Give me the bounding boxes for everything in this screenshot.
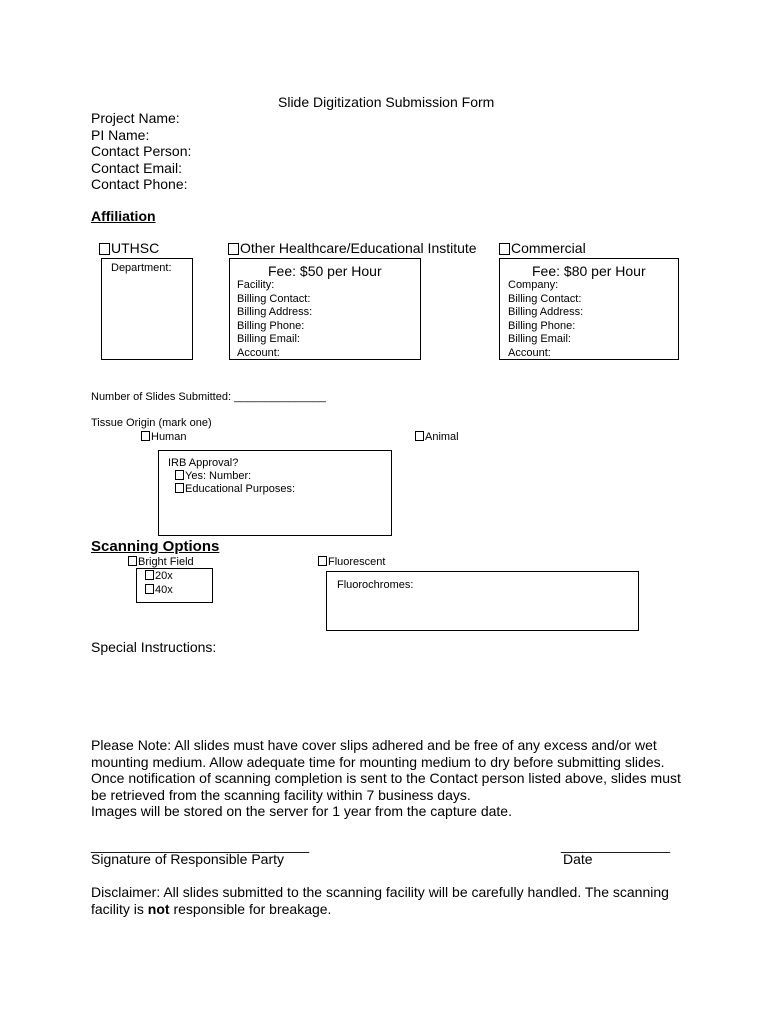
irb-educational-label: Educational Purposes: (185, 483, 296, 495)
mag-20-option[interactable] (145, 570, 173, 583)
irb-yes-label: Yes: Number: (185, 470, 252, 482)
form-title: Slide Digitization Submission Form (278, 94, 495, 110)
bright-field-label: Bright Field (138, 556, 194, 568)
billing-email-label: Billing Email: (237, 333, 300, 345)
note-line: Please Note: All slides must have cover slips adhered and be free of any excess and/or wet (91, 737, 657, 753)
mag-20-label: 20x (155, 570, 173, 582)
disclaimer-text: Disclaimer: All slides submitted to the scanning facility will be carefully handled. The scanning facility is (91, 884, 669, 917)
commercial-label: Commercial (511, 240, 586, 256)
commercial-billing-fields (508, 279, 583, 360)
date-line: ______________ (561, 837, 671, 853)
signature-label: Signature of Responsible Party (91, 851, 284, 867)
mag-20-checkbox[interactable] (145, 570, 154, 580)
billing-address-label: Billing Address: (237, 306, 313, 318)
magnification-box (136, 568, 213, 603)
irb-yes-option[interactable] (175, 470, 251, 483)
mag-40-option[interactable] (145, 584, 173, 597)
pi-name-label: PI Name: (91, 126, 150, 143)
fluorescent-checkbox[interactable] (318, 556, 327, 566)
other-institute-label: Other Healthcare/Educational Institute (240, 240, 477, 256)
note-line: Once notification of scanning completion is sent to the Contact person listed above, slides must (91, 770, 681, 786)
uthsc-label: UTHSC (111, 240, 160, 256)
other-institute-box (229, 258, 421, 360)
billing-phone-label: Billing Phone: (237, 319, 305, 332)
human-label: Human (151, 431, 187, 443)
note-line: mounting medium. Allow adequate time for mounting medium to dry before submitting slides. (91, 753, 665, 770)
human-checkbox[interactable] (141, 431, 150, 441)
uthsc-checkbox[interactable] (99, 243, 110, 255)
irb-educational-option[interactable] (175, 483, 295, 496)
mag-40-label: 40x (155, 584, 173, 596)
disclaimer (91, 884, 691, 917)
uthsc-box (101, 258, 193, 360)
irb-label: IRB Approval? (168, 457, 239, 469)
account-label: Account: (237, 346, 280, 359)
commercial-billing-phone-label: Billing Phone: (508, 319, 576, 332)
human-option[interactable] (141, 431, 186, 444)
please-note (91, 737, 681, 820)
signature-line: ____________________________ (91, 837, 310, 853)
project-name-label: Project Name: (91, 110, 180, 126)
contact-person-label: Contact Person: (91, 143, 192, 159)
special-instructions-label: Special Instructions: (91, 639, 217, 655)
uthsc-option[interactable] (99, 240, 159, 256)
affiliation-heading: Affiliation (91, 208, 156, 224)
note-line: Images will be stored on the server for 1 year from the capture date. (91, 803, 512, 819)
note-line: be retrieved from the scanning facility within 7 business days. (91, 786, 471, 803)
irb-yes-checkbox[interactable] (175, 470, 184, 480)
irb-educational-checkbox[interactable] (175, 483, 184, 493)
commercial-billing-contact-label: Billing Contact: (508, 292, 582, 305)
other-fee: Fee: $50 per Hour (268, 263, 382, 279)
slides-count-label: Number of Slides Submitted: _______________ (91, 391, 326, 403)
animal-label: Animal (425, 431, 459, 443)
irb-box (158, 450, 392, 536)
commercial-option[interactable] (499, 240, 586, 256)
bright-field-checkbox[interactable] (128, 556, 137, 566)
commercial-billing-address-label: Billing Address: (508, 306, 584, 318)
fluorescent-label: Fluorescent (328, 556, 386, 568)
contact-email-label: Contact Email: (91, 159, 183, 176)
date-label: Date (563, 851, 593, 867)
commercial-box (499, 258, 679, 360)
scanning-options-heading: Scanning Options (91, 538, 220, 555)
other-institute-checkbox[interactable] (228, 243, 239, 255)
facility-label: Facility: (237, 279, 275, 291)
mag-40-checkbox[interactable] (145, 584, 154, 594)
fluorochromes-box[interactable] (326, 571, 639, 631)
disclaimer-text-end: responsible for breakage. (169, 900, 332, 917)
department-label: Department: (111, 262, 172, 274)
contact-fields (91, 110, 191, 193)
billing-contact-label: Billing Contact: (237, 292, 311, 305)
animal-checkbox[interactable] (415, 431, 424, 441)
contact-phone-label: Contact Phone: (91, 176, 188, 192)
commercial-account-label: Account: (508, 346, 551, 359)
other-billing-fields (237, 279, 312, 360)
company-label: Company: (508, 279, 559, 291)
animal-option[interactable] (415, 431, 459, 444)
other-institute-option[interactable] (228, 240, 477, 256)
commercial-checkbox[interactable] (499, 243, 510, 255)
commercial-fee: Fee: $80 per Hour (532, 263, 646, 279)
fluorochromes-label: Fluorochromes: (337, 579, 414, 591)
fluorescent-option[interactable] (318, 556, 385, 569)
tissue-origin-label: Tissue Origin (mark one) (91, 417, 212, 429)
disclaimer-emphasis: not (147, 900, 170, 917)
commercial-billing-email-label: Billing Email: (508, 333, 571, 345)
